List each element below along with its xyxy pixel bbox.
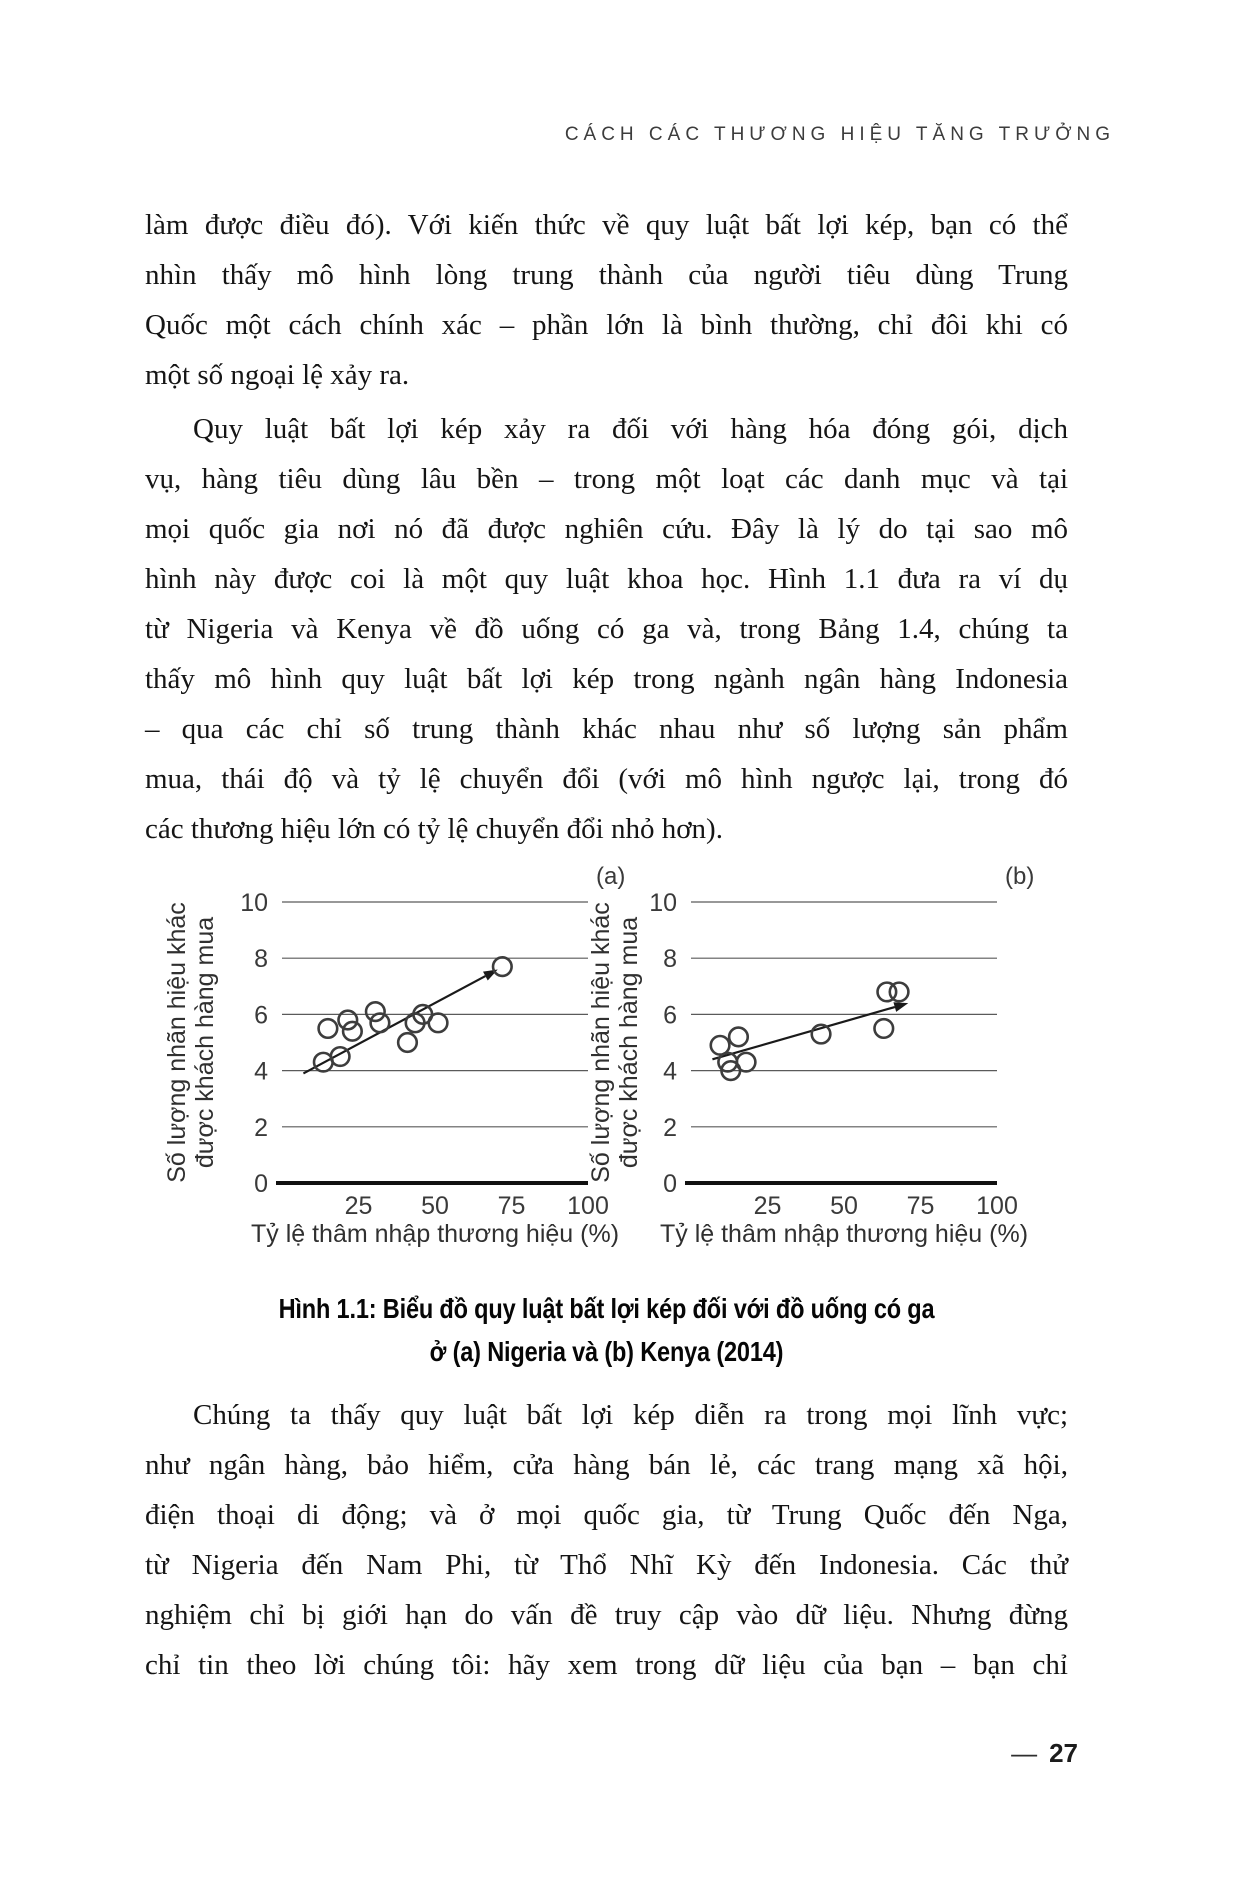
x-tick-label: 50 bbox=[830, 1192, 858, 1220]
y-tick-label: 0 bbox=[663, 1170, 677, 1198]
text-line: các thương hiệu lớn có tỷ lệ chuyển đổi nhỏ hơn). bbox=[145, 813, 723, 845]
data-point bbox=[319, 1019, 338, 1038]
text-line: hình này được coi là một quy luật khoa học. Hình 1.1 đưa ra ví dụ bbox=[145, 563, 1068, 595]
data-point bbox=[493, 957, 512, 976]
text-line: Quốc một cách chính xác – phần lớn là bình thường, chỉ đôi khi có bbox=[145, 309, 1068, 341]
x-axis-title: Tỷ lệ thâm nhập thương hiệu (%) bbox=[250, 1220, 620, 1248]
text-line: điện thoại di động; và ở mọi quốc gia, từ Trung Quốc đến Nga, bbox=[145, 1499, 1068, 1531]
x-tick-label: 25 bbox=[344, 1192, 373, 1220]
text-line: từ Nigeria đến Nam Phi, từ Thổ Nhĩ Kỳ đến Indonesia. Các thử bbox=[145, 1549, 1068, 1581]
x-axis-title: Tỷ lệ thâm nhập thương hiệu (%) bbox=[659, 1220, 1029, 1248]
data-point bbox=[343, 1022, 362, 1041]
figure-caption-line1: Hình 1.1: Biểu đồ quy luật bất lợi kép đối với đồ uống có ga bbox=[278, 1293, 935, 1324]
text-line: chỉ tin theo lời chúng tôi: hãy xem trong dữ liệu của bạn – bạn chỉ bbox=[145, 1649, 1068, 1681]
y-tick-label: 2 bbox=[663, 1113, 677, 1142]
text-line: mọi quốc gia nơi nó đã được nghiên cứu. Đây là lý do tại sao mô bbox=[145, 513, 1068, 545]
x-tick-label: 50 bbox=[421, 1192, 449, 1220]
page-number bbox=[1011, 1738, 1078, 1769]
y-tick-label: 10 bbox=[649, 889, 677, 917]
y-axis-title-line1: Số lượng nhãn hiệu khác bbox=[163, 902, 191, 1183]
text-line: mua, thái độ và tỷ lệ chuyển đổi (với mô hình ngược lại, trong đó bbox=[145, 763, 1068, 795]
x-tick-label: 25 bbox=[753, 1192, 782, 1220]
text-line: Chúng ta thấy quy luật bất lợi kép diễn ra trong mọi lĩnh vực; bbox=[193, 1399, 1068, 1431]
y-tick-label: 4 bbox=[254, 1057, 268, 1086]
text-line: nghiệm chỉ bị giới hạn do vấn đề truy cập vào dữ liệu. Nhưng đừng bbox=[145, 1599, 1068, 1631]
y-tick-label: 4 bbox=[663, 1057, 677, 1086]
figure-caption bbox=[219, 1287, 994, 1373]
data-point bbox=[737, 1053, 756, 1072]
x-tick-label: 75 bbox=[497, 1192, 526, 1220]
text-line: nhìn thấy mô hình lòng trung thành của người tiêu dùng Trung bbox=[145, 259, 1068, 291]
text-line: như ngân hàng, bảo hiểm, cửa hàng bán lẻ, các trang mạng xã hội, bbox=[145, 1449, 1068, 1481]
text-line: từ Nigeria và Kenya về đồ uống có ga và, trong Bảng 1.4, chúng ta bbox=[145, 613, 1068, 645]
y-tick-label: 6 bbox=[254, 1001, 268, 1030]
y-tick-label: 8 bbox=[663, 945, 677, 974]
data-point bbox=[366, 1002, 385, 1021]
panel-label: (b) bbox=[1005, 863, 1035, 890]
text-line: một số ngoại lệ xảy ra. bbox=[145, 359, 410, 391]
data-point bbox=[874, 1019, 893, 1038]
y-tick-label: 10 bbox=[240, 889, 268, 917]
running-header: CÁCH CÁC THƯƠNG HIỆU TĂNG TRƯỞNG bbox=[564, 124, 1115, 145]
scatter-chart-panel bbox=[163, 863, 625, 1248]
x-tick-label: 100 bbox=[976, 1192, 1018, 1220]
text-line: vụ, hàng tiêu dùng lâu bền – trong một loạt các danh mục và tại bbox=[145, 463, 1068, 495]
paragraph bbox=[145, 1390, 1068, 1690]
data-point bbox=[338, 1011, 357, 1030]
data-point bbox=[398, 1033, 417, 1052]
data-point bbox=[729, 1028, 748, 1047]
y-tick-label: 0 bbox=[254, 1170, 268, 1198]
page-number-value: 27 bbox=[1049, 1738, 1078, 1768]
y-tick-label: 8 bbox=[254, 945, 268, 974]
scatter-chart-panel bbox=[587, 863, 1034, 1248]
text-line: làm được điều đó). Với kiến thức về quy luật bất lợi kép, bạn có thể bbox=[145, 209, 1068, 241]
x-tick-label: 100 bbox=[567, 1192, 609, 1220]
panel-label: (a) bbox=[596, 863, 626, 890]
y-axis-title-line2: được khách hàng mua bbox=[191, 916, 219, 1169]
y-axis-title-line2: được khách hàng mua bbox=[615, 916, 643, 1169]
y-axis-title bbox=[587, 902, 643, 1183]
y-tick-label: 2 bbox=[254, 1113, 268, 1142]
text-line: – qua các chỉ số trung thành khác nhau như số lượng sản phẩm bbox=[145, 713, 1068, 745]
text-line: Quy luật bất lợi kép xảy ra đối với hàng hóa đóng gói, dịch bbox=[193, 413, 1068, 445]
x-tick-label: 75 bbox=[906, 1192, 935, 1220]
y-axis-title bbox=[163, 902, 219, 1183]
data-point bbox=[429, 1014, 448, 1033]
body-text-lower bbox=[145, 1390, 1068, 1690]
figure-caption-line2: ở (a) Nigeria và (b) Kenya (2014) bbox=[429, 1336, 784, 1367]
page-number-dash-icon: — bbox=[1011, 1738, 1038, 1768]
data-point bbox=[890, 983, 909, 1002]
trend-arrowhead-icon bbox=[893, 1002, 908, 1012]
data-point bbox=[371, 1014, 390, 1033]
y-axis-title-line1: Số lượng nhãn hiệu khác bbox=[587, 902, 615, 1183]
y-tick-label: 6 bbox=[663, 1001, 677, 1030]
text-line: thấy mô hình quy luật bất lợi kép trong ngành ngân hàng Indonesia bbox=[145, 663, 1068, 695]
